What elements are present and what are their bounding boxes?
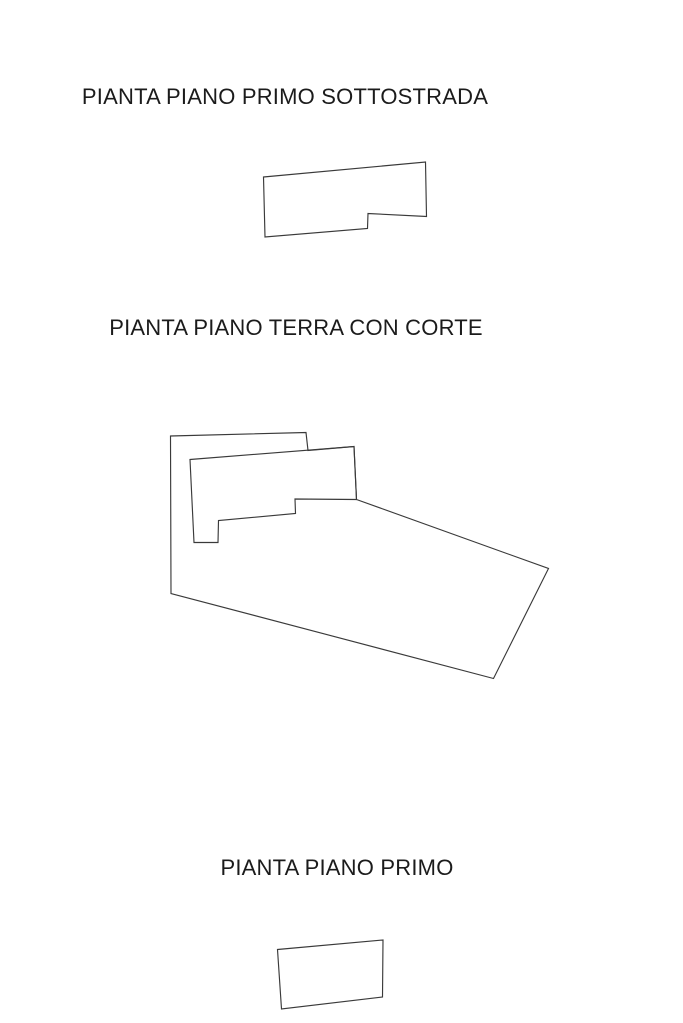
piano-primo-outline xyxy=(278,940,384,1009)
piano-primo-sottostrada-outline xyxy=(264,162,427,237)
title-piano-primo-sottostrada: PIANTA PIANO PRIMO SOTTOSTRADA xyxy=(81,84,489,109)
piano-terra-building-outline xyxy=(190,447,357,543)
piano-terra-corte-boundary xyxy=(171,433,549,679)
title-piano-primo: PIANTA PIANO PRIMO xyxy=(220,855,454,880)
title-piano-terra-con-corte: PIANTA PIANO TERRA CON CORTE xyxy=(109,315,483,340)
